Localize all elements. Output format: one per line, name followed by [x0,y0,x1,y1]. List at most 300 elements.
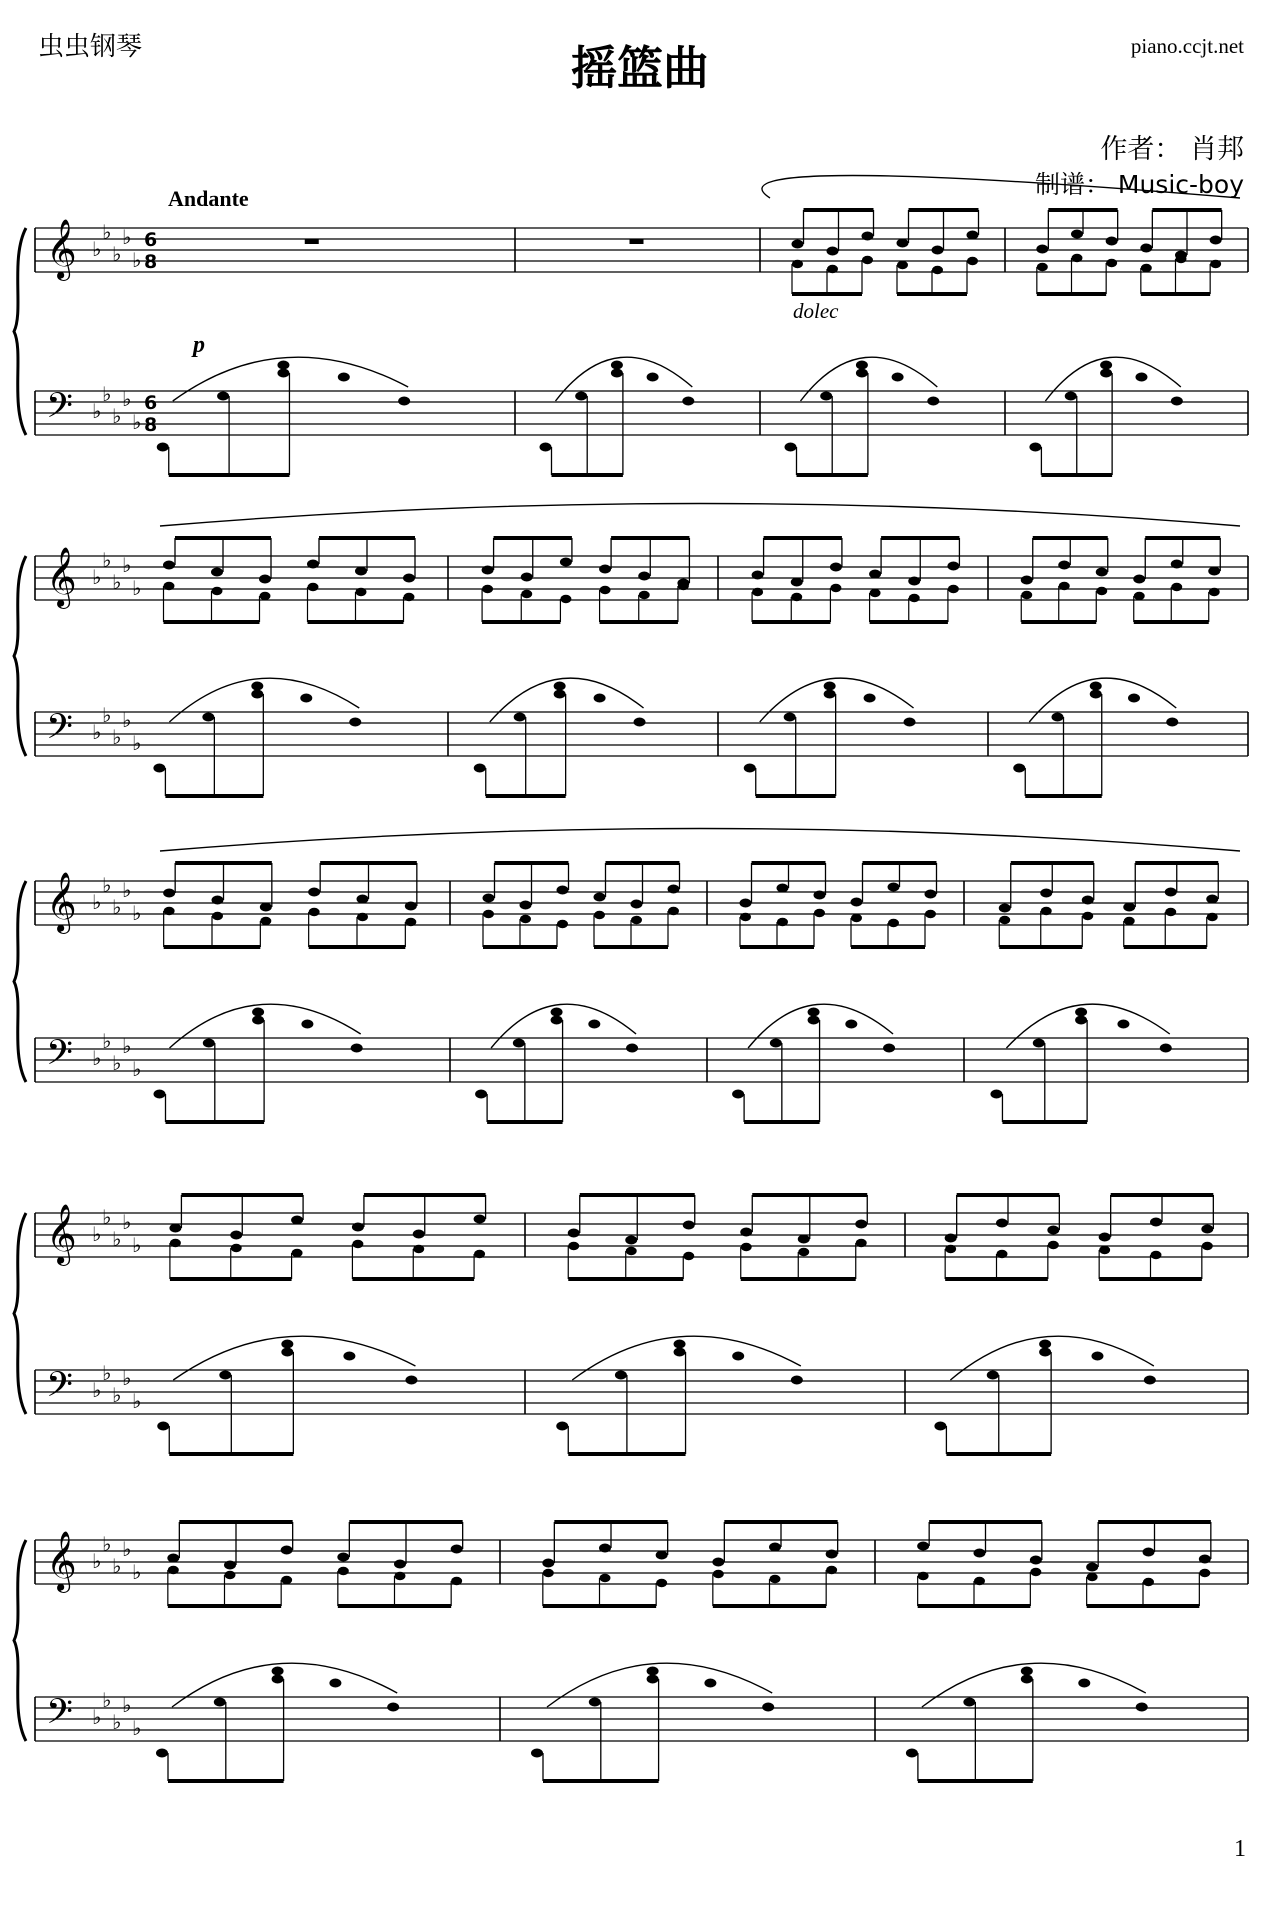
system-5-flat-icon: ♭ [122,1693,132,1717]
system-2-bass-note [202,713,214,722]
system-3-bass-note [252,1008,264,1017]
system-2-bass-slur [169,678,359,722]
system-1-bass-note [338,373,350,382]
system-5-treble-inner-note [713,1570,724,1578]
system-2-bass-slur [1029,678,1176,722]
system-5-treble-note [224,1561,236,1570]
system-4-treble-note [625,1236,637,1245]
system-2-flat-icon: ♭ [132,731,142,755]
system-2-flat-icon: ♭ [102,548,112,572]
system-3-flat-icon: ♭ [132,901,142,925]
system-3-flat-icon: ♭ [92,1046,102,1070]
system-4-treble-note [474,1215,486,1224]
system-2-treble-inner-note [404,593,415,601]
system-3-treble-inner-note [668,907,679,915]
system-3-bass-slur [491,1004,636,1048]
system-1-treble-note [1140,244,1152,253]
system-3-treble-note [777,884,789,893]
system-2-treble-inner-note [639,591,650,599]
system-3-bass-clef-icon: 𝄢 [46,1032,74,1081]
system-4-treble-inner-note [741,1243,752,1251]
system-1-bass-note [682,397,694,406]
site-url: piano.ccjt.net [1130,34,1244,58]
system-4-treble-inner-note [1151,1251,1162,1259]
system-5-treble-inner-note [656,1579,667,1587]
system-5-treble-inner-note [918,1572,929,1580]
system-2-bass-note [349,718,361,727]
system-1-treble-clef-icon: 𝄞 [46,219,77,279]
system-2-treble-note [403,574,415,583]
system-3-treble-note [483,894,495,903]
system-2-bass-clef-icon: 𝄢 [46,706,74,755]
system-3-treble-inner-note [1207,913,1218,921]
system-5-bass-note [1136,1703,1148,1712]
system-1-flat-icon: ♭ [102,382,112,406]
system-3-treble-inner-note [740,913,751,921]
system-1-treble-inner-note [967,257,978,265]
system-3-bass-note [252,1016,264,1025]
system-5-treble-inner-note [225,1571,236,1579]
system-4-flat-icon: ♭ [92,1222,102,1246]
system-1-treble-note [932,246,944,255]
system-5-treble-note [167,1554,179,1563]
system-5-treble-inner-note [826,1566,837,1574]
system-4-treble-inner-note [352,1240,363,1248]
system-2-bass-note [1128,694,1140,703]
system-1-treble-inner-note [1141,264,1152,272]
system-3-bass-note [883,1044,895,1053]
system-1-bass-note [1065,392,1077,401]
system-2-phrase-slur [160,504,1240,527]
system-1-treble-note [967,231,979,240]
system-2-bass-note [824,690,836,699]
system-3-treble-note [557,886,569,895]
system-5-bass-slur [547,1663,772,1707]
system-5-treble-inner-note [168,1566,179,1574]
system-1-bass-note [277,369,289,378]
system-2-treble-note [599,565,611,574]
system-2-flat-icon: ♭ [112,725,122,749]
bass-time-signature-bottom: 8 [144,414,158,436]
system-4-flat-icon: ♭ [132,1389,142,1413]
tempo-marking: Andante [168,186,249,211]
system-5-flat-icon: ♭ [132,1716,142,1740]
system-5-treble-note [826,1550,838,1559]
system-2-treble-note [908,577,920,586]
system-1-bass-note [540,443,552,452]
system-4-bass-note [1039,1340,1051,1349]
system-3-flat-icon: ♭ [122,878,132,902]
system-5-treble-inner-note [600,1574,611,1582]
system-2-bass-note [824,682,836,691]
system-3-bass-note [475,1090,487,1099]
system-4-bass-note [732,1352,744,1361]
system-4-treble-note [291,1216,303,1225]
system-1-treble-inner-note [1210,260,1221,268]
system-3-treble-note [999,904,1011,913]
system-2-brace [14,556,26,756]
system-1-bass-note [1029,443,1041,452]
system-4-bass-note [674,1348,686,1357]
system-4-bass-note [343,1352,355,1361]
system-2-bass-note [251,682,263,691]
system-3-treble-inner-note [357,913,368,921]
system-3-flat-icon: ♭ [102,1029,112,1053]
system-4-treble-note [169,1224,181,1233]
system-5-treble-note [1143,1548,1155,1557]
system-5-treble-inner-note [1030,1568,1041,1576]
system-1-treble-note [1071,230,1083,239]
system-3-bass-note [1160,1044,1172,1053]
system-2-treble-inner-note [752,588,763,596]
system-5-treble-inner-note [1199,1569,1210,1577]
system-2-treble-inner-note [1096,587,1107,595]
system-2-treble-note [1058,561,1070,570]
system-2-treble-inner-note [948,585,959,593]
dynamic-piano: p [193,332,205,358]
system-5-bass-note [647,1667,659,1676]
system-1-bass-note [1100,369,1112,378]
system-4-treble-inner-note [1048,1241,1059,1249]
system-4-bass-slur [173,1336,415,1380]
system-5-treble-note [281,1546,293,1555]
system-5-bass-clef-icon: 𝄢 [46,1691,74,1740]
system-3-treble-inner-note [925,910,936,918]
system-1-bass-note [1135,373,1147,382]
system-4-flat-icon: ♭ [102,1205,112,1229]
system-1-treble-inner-note [1176,255,1187,263]
system-2-bass-note [514,713,526,722]
system-2-treble-note [1133,575,1145,584]
system-2-treble-note [947,562,959,571]
system-3-treble-note [405,902,417,911]
system-3-treble-inner-note [164,907,175,915]
system-2-treble-inner-note [1021,591,1032,599]
system-4-treble-inner-note [413,1245,424,1253]
system-3-treble-inner-note [1124,917,1135,925]
system-1-bass-note [892,373,904,382]
system-5-bass-note [963,1698,975,1707]
system-1-flat-icon: ♭ [92,399,102,423]
system-4-treble-inner-note [1202,1242,1213,1250]
system-2-bass-note [1166,718,1178,727]
system-1-treble-note [1036,245,1048,254]
system-1-bass-note [157,443,169,452]
system-5-treble-inner-note [1143,1578,1154,1586]
system-3-treble-inner-note [309,908,320,916]
system-5-treble-inner-note [395,1572,406,1580]
system-1-treble-inner-note [862,256,873,264]
system-1-bass-note [856,361,868,370]
system-4-bass-note [934,1422,946,1431]
system-2-bass-note [300,694,312,703]
system-3-bass-note [1075,1016,1087,1025]
system-3-bass-note [808,1008,820,1017]
system-3-bass-slur [1006,1004,1169,1048]
page-title: 摇篮曲 [571,41,709,95]
system-4-bass-slur [950,1336,1153,1380]
system-3-treble-note [1206,895,1218,904]
system-1-treble-inner-note [792,260,803,268]
system-4-flat-icon: ♭ [132,1233,142,1257]
system-1-bass-note [785,443,797,452]
system-5-treble-note [1030,1556,1042,1565]
system-2-bass-slur [490,678,644,722]
system-2-treble-note [482,566,494,575]
system-2-treble-inner-note [1059,582,1070,590]
system-5-bass-note [1021,1667,1033,1676]
system-5-flat-icon: ♭ [112,1554,122,1578]
system-3-bass-note [1117,1020,1129,1029]
system-4-flat-icon: ♭ [122,1366,132,1390]
system-2-bass-note [153,764,165,773]
system-4-treble-inner-note [1099,1246,1110,1254]
system-4-bass-note [615,1371,627,1380]
system-4-treble-note [1201,1225,1213,1234]
system-2-bass-note [634,718,646,727]
system-4-treble-inner-note [292,1249,303,1257]
system-3-flat-icon: ♭ [132,1057,142,1081]
system-4-treble-inner-note [474,1250,485,1258]
system-2-treble-note [869,570,881,579]
system-1-treble-inner-note [827,265,838,273]
system-5-bass-note [906,1749,918,1758]
system-3-bass-note [990,1090,1002,1099]
system-4-treble-note [1099,1233,1111,1242]
system-3-treble-inner-note [212,912,223,920]
system-5-treble-note [769,1543,781,1552]
system-1-bass-slur [173,357,408,401]
system-5-treble-note [337,1553,349,1562]
system-2-bass-note [1013,764,1025,773]
system-3-treble-note [1040,889,1052,898]
system-2-flat-icon: ♭ [132,576,142,600]
system-2-treble-note [560,558,572,567]
system-2-treble-note [791,578,803,587]
system-3-treble-inner-note [1165,908,1176,916]
system-1-treble-note [1106,237,1118,246]
system-1-brace [14,228,26,435]
system-4-flat-icon: ♭ [112,1227,122,1251]
system-1-bass-note [575,392,587,401]
system-4-treble-note [855,1220,867,1229]
system-1-bass-note [927,397,939,406]
system-3-treble-clef-icon: 𝄞 [46,872,77,932]
system-3-bass-slur [170,1004,361,1048]
system-4-treble-note [1150,1218,1162,1227]
system-2-treble-inner-note [600,586,611,594]
system-2-treble-inner-note [212,587,223,595]
system-3-bass-note [732,1090,744,1099]
system-5-treble-inner-note [281,1576,292,1584]
system-5-treble-note [542,1559,554,1568]
system-4-bass-note [157,1422,169,1431]
system-2-bass-note [554,682,566,691]
system-3-treble-note [888,883,900,892]
system-1-bass-note [611,369,623,378]
system-2-treble-inner-note [830,584,841,592]
system-2-bass-slur [760,678,914,722]
system-1-flat-icon: ♭ [112,404,122,428]
system-3-bass-note [154,1090,166,1099]
system-3-treble-inner-note [814,909,825,917]
system-1-treble-note [792,240,804,249]
system-4-treble-note [683,1221,695,1230]
system-2-treble-inner-note [909,594,920,602]
system-1-bass-clef-icon: 𝄢 [46,385,74,434]
system-3-treble-inner-note [888,919,899,927]
system-1-treble-inner-note [1106,259,1117,267]
system-4-treble-note [740,1228,752,1237]
system-4-treble-note [798,1235,810,1244]
system-1-bass-note [398,397,410,406]
system-2-bass-note [251,690,263,699]
dynamic-dolce: dolec [793,299,839,323]
system-1-whole-rest [630,239,644,244]
system-5-bass-note [214,1698,226,1707]
system-5-flat-icon: ♭ [112,1710,122,1734]
system-3-bass-note [1075,1008,1087,1017]
system-3-bass-note [551,1008,563,1017]
system-2-bass-note [784,713,796,722]
system-3-treble-inner-note [520,915,531,923]
system-1-treble-inner-note [1072,254,1083,262]
system-5-treble-note [1199,1555,1211,1564]
treble-time-signature-bottom: 8 [144,251,158,273]
system-3-treble-note [1165,888,1177,897]
system-2-treble-note [211,568,223,577]
system-2-flat-icon: ♭ [92,720,102,744]
system-2-bass-note [744,764,756,773]
system-3-treble-inner-note [594,911,605,919]
system-2-treble-inner-note [678,582,689,590]
system-3-bass-note [551,1016,563,1025]
system-5-bass-slur [922,1663,1146,1707]
system-2-treble-note [1021,576,1033,585]
system-2-treble-note [638,572,650,581]
system-5-treble-note [712,1558,724,1567]
system-3-brace [14,881,26,1082]
system-4-treble-inner-note [945,1245,956,1253]
system-4-treble-note [413,1230,425,1239]
site-name: 虫虫钢琴 [38,32,143,62]
system-3-treble-note [1082,896,1094,905]
system-4-treble-inner-note [626,1247,637,1255]
system-3-bass-slur [748,1004,893,1048]
system-2-treble-inner-note [164,582,175,590]
system-2-treble-note [1208,567,1220,576]
system-5-treble-note [599,1544,611,1553]
system-1-bass-note [611,361,623,370]
system-1-treble-inner-note [897,261,908,269]
system-2-bass-note [904,718,916,727]
system-3-flat-icon: ♭ [112,895,122,919]
system-1-phrase-slur [762,176,1240,199]
system-4-bass-note [1039,1348,1051,1357]
system-3-treble-inner-note [1082,912,1093,920]
system-2-bass-note [864,694,876,703]
system-3-flat-icon: ♭ [102,873,112,897]
system-5-bass-note [1078,1679,1090,1688]
arranger-credit: 制谱： Music-boy [1034,170,1244,199]
system-3-treble-note [308,888,320,897]
system-4-bass-clef-icon: 𝄢 [46,1364,74,1413]
system-2-bass-note [1090,682,1102,691]
system-2-bass-note [474,764,486,773]
system-1-bass-note [1100,361,1112,370]
system-5-bass-note [1021,1675,1033,1684]
system-2-bass-note [594,694,606,703]
system-5-bass-note [272,1667,284,1676]
system-5-bass-note [704,1679,716,1688]
system-4-flat-icon: ♭ [112,1383,122,1407]
system-2-treble-inner-note [1171,583,1182,591]
system-2-treble-note [1171,560,1183,569]
system-4-bass-note [987,1371,999,1380]
system-3-flat-icon: ♭ [92,890,102,914]
system-3-bass-note [808,1016,820,1025]
system-1-bass-note [277,361,289,370]
system-5-flat-icon: ♭ [102,1688,112,1712]
system-5-treble-inner-note [451,1577,462,1585]
system-1-bass-note [647,373,659,382]
system-4-bass-slur [572,1336,801,1380]
system-4-treble-inner-note [798,1248,809,1256]
system-3-treble-note [212,896,224,905]
system-2-bass-note [554,690,566,699]
system-3-bass-note [588,1020,600,1029]
system-5-flat-icon: ♭ [92,1705,102,1729]
system-2-treble-clef-icon: 𝄞 [46,547,77,607]
system-3-treble-note [1123,903,1135,912]
system-5-treble-inner-note [543,1569,554,1577]
system-2-treble-note [355,567,367,576]
system-4-bass-note [281,1348,293,1357]
system-2-treble-inner-note [356,588,367,596]
system-4-treble-inner-note [568,1242,579,1250]
system-3-bass-note [845,1020,857,1029]
system-5-bass-note [329,1679,341,1688]
system-1-flat-icon: ♭ [92,237,102,261]
system-4-treble-inner-note [856,1239,867,1247]
system-2-treble-inner-note [308,583,319,591]
system-5-bass-note [531,1749,543,1758]
system-5-flat-icon: ♭ [92,1549,102,1573]
system-4-bass-note [1144,1376,1156,1385]
system-2-treble-note [521,573,533,582]
system-5-treble-note [451,1545,463,1554]
system-4-bass-note [556,1422,568,1431]
system-1-bass-note [217,392,229,401]
system-5-flat-icon: ♭ [132,1560,142,1584]
system-2-flat-icon: ♭ [122,553,132,577]
system-3-treble-inner-note [483,910,494,918]
system-1-whole-rest [305,239,319,244]
system-4-treble-note [945,1234,957,1243]
system-3-treble-inner-note [631,916,642,924]
system-1-treble-note [897,239,909,248]
system-2-treble-inner-note [870,589,881,597]
system-3-treble-note [814,891,826,900]
system-3-bass-note [513,1039,525,1048]
system-5-treble-inner-note [1087,1573,1098,1581]
system-4-bass-note [791,1376,803,1385]
system-5-treble-note [394,1560,406,1569]
system-4-flat-icon: ♭ [92,1378,102,1402]
system-4-treble-note [230,1231,242,1240]
system-1-flat-icon: ♭ [122,225,132,249]
system-2-treble-note [752,571,764,580]
